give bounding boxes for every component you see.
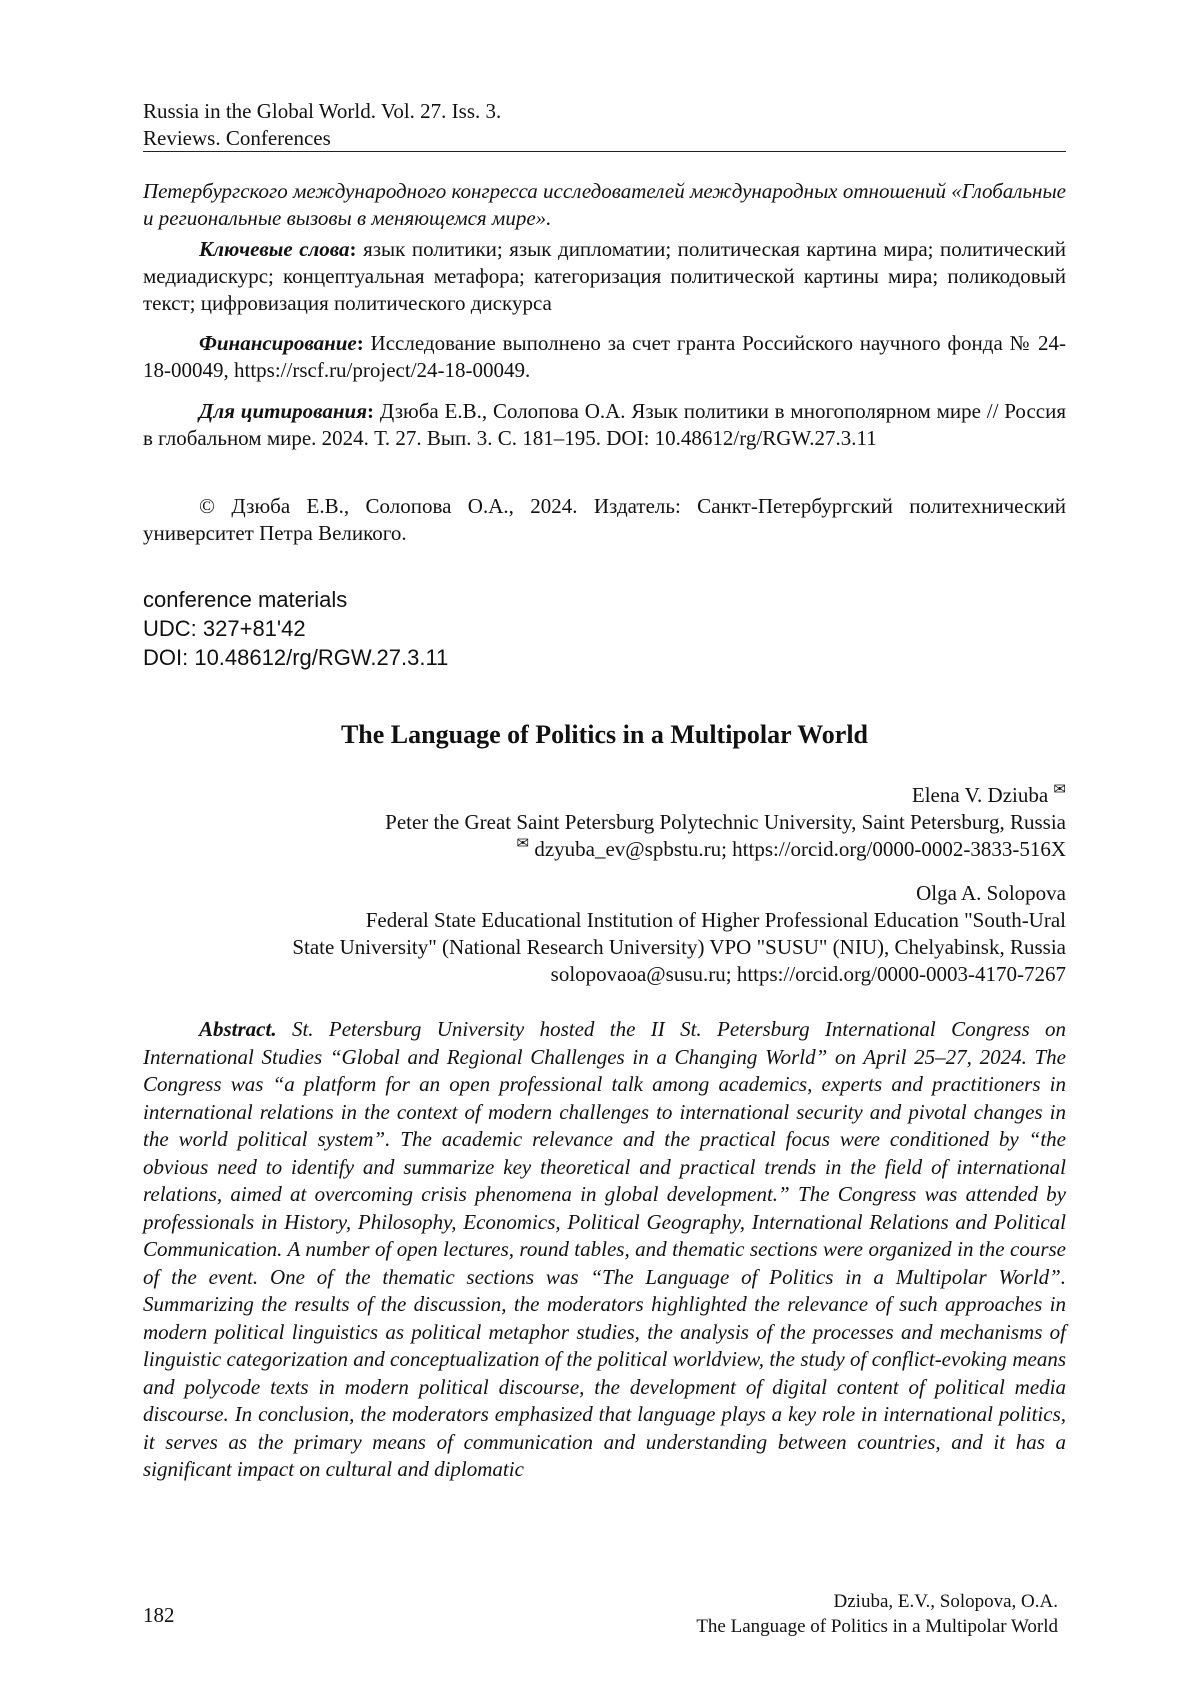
author-2-name: Olga A. Solopova	[916, 881, 1066, 905]
running-header	[143, 98, 1066, 152]
ru-citation: Для цитирования: Дзюба Е.В., Солопова О.А. Язык политики в многополярном мире // Россия в глобальном мире. 2024. Т. 27. Вып. 3. С. 181–195. DOI: 10.48612/rg/RGW.27.3.11	[143, 399, 1066, 450]
author-2-affiliation-line-2: State University" (National Research University) VPO "SUSU" (NIU), Chelyabinsk, Russia	[292, 935, 1066, 959]
page-number: 182	[143, 1603, 175, 1627]
keywords-label: Ключевые слова	[199, 237, 350, 261]
section-line: Reviews. Conferences	[143, 126, 331, 150]
envelope-icon: ✉	[1053, 782, 1066, 798]
author-1	[143, 782, 1066, 809]
author-1-affiliation: Peter the Great Saint Petersburg Polytechnic University, Saint Petersburg, Russia	[385, 810, 1066, 834]
abstract-label: Abstract.	[199, 1017, 277, 1041]
article-title: The Language of Politics in a Multipolar World	[340, 720, 869, 749]
envelope-icon: ✉	[516, 836, 530, 852]
abstract	[143, 1016, 1066, 1484]
funding-label: Финансирование	[199, 331, 357, 355]
author-1-contact	[143, 836, 1066, 863]
footer-authors: Dziuba, E.V., Solopova, O.A.	[833, 1591, 1058, 1612]
ru-copyright: © Дзюба Е.В., Солопова О.А., 2024. Издатель: Санкт-Петербургский политехнический университет Петра Великого.	[143, 494, 1066, 545]
author-1-name: Elena V. Dziuba	[911, 783, 1049, 807]
funding-text: Исследование выполнено за счет гранта Российского научного фонда № 24-18-00049, https://rscf.ru/project/24-18-00049.	[143, 331, 1066, 382]
citation-text: Дзюба Е.В., Солопова О.А. Язык политики в многополярном мире // Россия в глобальном мире. 2024. Т. 27. Вып. 3. С. 181–195. DOI: 10.48612/rg/RGW.27.3.11	[143, 399, 1066, 450]
article-type: conference materials	[143, 587, 348, 612]
udc: UDC: 327+81'42	[143, 616, 306, 641]
author-2-affiliation-line-1: Federal State Educational Institution of Higher Professional Education "South-Ural	[365, 908, 1066, 932]
doi: DOI: 10.48612/rg/RGW.27.3.11	[143, 645, 449, 670]
header-divider	[143, 151, 1066, 152]
running-footer	[143, 1589, 1058, 1639]
author-1-contact-text: dzyuba_ev@spbstu.ru; https://orcid.org/0000-0002-3833-516X	[534, 837, 1066, 861]
journal-line: Russia in the Global World. Vol. 27. Iss. 3.	[143, 99, 502, 123]
footer-title: The Language of Politics in a Multipolar World	[696, 1616, 1058, 1637]
ru-keywords: Ключевые слова: язык политики; язык дипломатии; политическая картина мира; политический медиадискурс; концептуальная метафора; категоризация политической картины мира; поликодовый текст; цифровизация политического дискурса	[143, 237, 1066, 315]
abstract-text: St. Petersburg University hosted the II St. Petersburg International Congress on International Studies “Global and Regional Challenges in a Changing World” on April 25–27, 2024. The Congress was “a platform for an open professional talk among academics, experts and practitioners in international relations in the context of modern challenges to international security and pivotal changes in the world political system”. The academic relevance and the practical focus were conditioned by “the obvious need to identify and summarize key theoretical and practical trends in the field of international relations, aimed at overcoming crisis phenomena in global development.” The Congress was attended by professionals in History, Philosophy, Economics, Political Geography, International Relations and Political Communication. A number of open lectures, round tables, and thematic sections were organized in the course of the event. One of the thematic sections was “The Language of Politics in a Multipolar World”. Summarizing the results of the discussion, the moderators highlighted the relevance of such approaches in modern political linguistics as political metaphor studies, the analysis of the processes and mechanisms of linguistic categorization and conceptualization of the political worldview, the study of conflict-evoking means and polycode texts in modern political discourse, the development of digital content of political media discourse. In conclusion, the moderators emphasized that language plays a key role in international politics, it serves as the primary means of communication and understanding between countries, and it has a significant impact on cultural and diplomatic	[143, 1017, 1066, 1481]
keywords-text: язык политики; язык дипломатии; политическая картина мира; политический медиадискурс; концептуальная метафора; категоризация политической картины мира; поликодовый текст; цифровизация политического дискурса	[143, 237, 1066, 315]
ru-intro-tail: Петербургского международного конгресса исследователей международных отношений «Глобальные и региональные вызовы в меняющемся мире».	[143, 179, 1066, 230]
citation-label: Для цитирования	[199, 399, 368, 423]
ru-funding: Финансирование: Исследование выполнено за счет гранта Российского научного фонда № 24-18-00049, https://rscf.ru/project/24-18-00049.	[143, 331, 1066, 382]
author-2-contact: solopovaoa@susu.ru; https://orcid.org/0000-0003-4170-7267	[550, 962, 1066, 986]
